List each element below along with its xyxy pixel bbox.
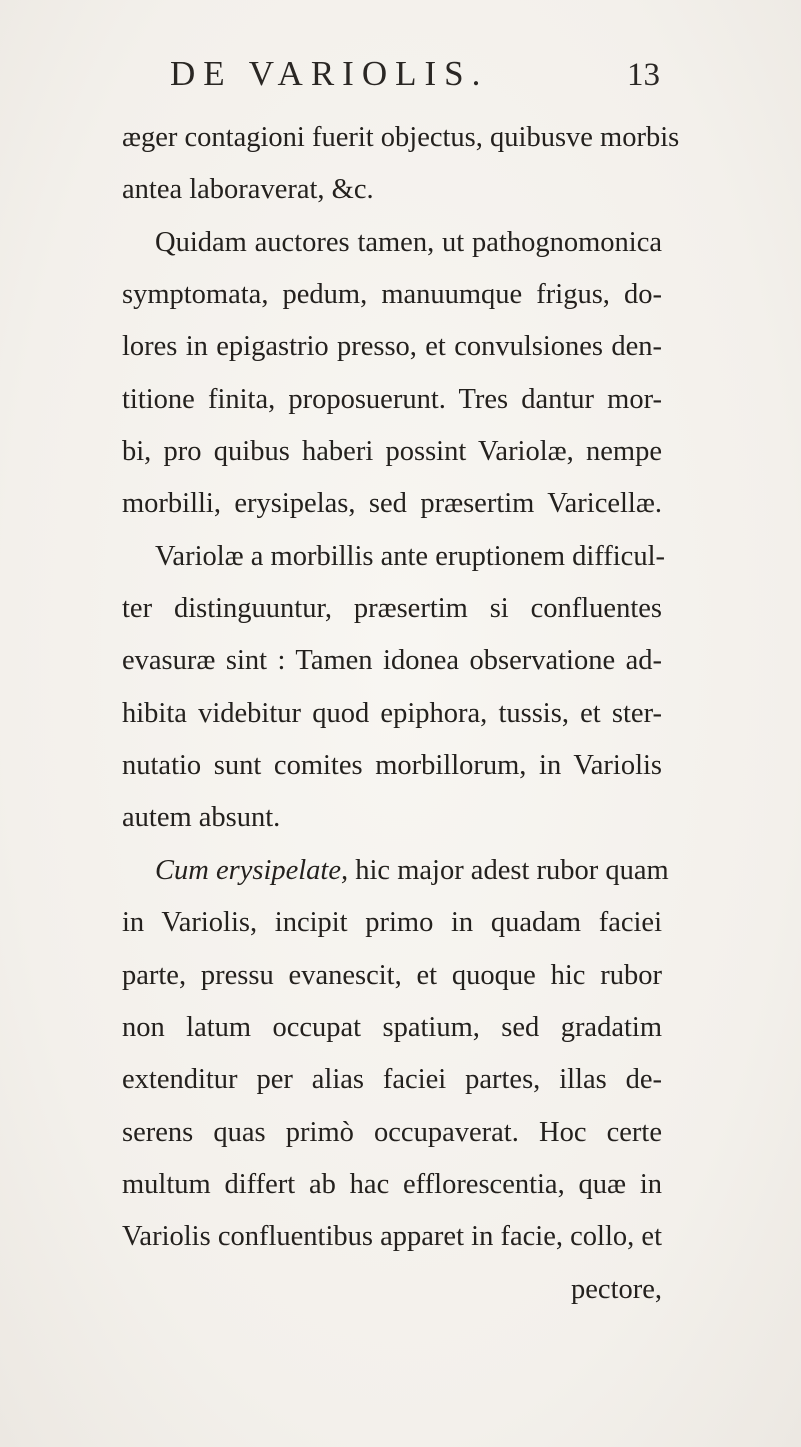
text-line: hibita videbitur quod epiphora, tussis, et ster-: [122, 697, 662, 729]
text-line: extenditur per alias faciei partes, illas de-: [122, 1064, 662, 1096]
page-number: 13: [627, 57, 660, 93]
text-line: parte, pressu evanescit, et quoque hic rubor: [122, 959, 662, 991]
text-line: æger contagioni fuerit objectus, quibusve morbis: [122, 122, 680, 153]
text-line: antea laboraverat, &c.: [122, 174, 374, 206]
text-line-rest: hic major adest rubor quam: [348, 854, 669, 886]
running-head: [170, 54, 660, 98]
running-title: DE VARIOLIS.: [170, 54, 489, 93]
text-line: multum differt ab hac efflorescentia, quæ in: [122, 1168, 662, 1200]
text-line: bi, pro quibus haberi possint Variolæ, nempe: [122, 436, 662, 468]
text-line: [122, 845, 669, 897]
text-line: symptomata, pedum, manuumque frigus, do-: [122, 279, 662, 311]
text-line: in Variolis, incipit primo in quadam faciei: [122, 907, 662, 939]
text-line: serens quas primò occupaverat. Hoc certe: [122, 1116, 662, 1148]
body-text: [122, 112, 680, 1316]
text-line: non latum occupat spatium, sed gradatim: [122, 1011, 662, 1043]
text-line: titione finita, proposuerunt. Tres dantur mor-: [122, 383, 662, 415]
text-line: evasuræ sint : Tamen idonea observatione ad-: [122, 645, 662, 677]
italic-phrase: Cum erysipelate,: [155, 854, 349, 886]
text-line: Quidam auctores tamen, ut pathognomonica: [155, 226, 662, 258]
text-line: lores in epigastrio presso, et convulsiones den-: [122, 331, 662, 363]
text-line: autem absunt.: [122, 802, 281, 834]
catchword: pectore,: [571, 1273, 662, 1305]
text-line: nutatio sunt comites morbillorum, in Variolis: [122, 750, 662, 782]
text-line: Variolis confluentibus apparet in facie, collo, et: [122, 1221, 662, 1253]
text-line: ter distinguuntur, præsertim si confluentes: [122, 593, 662, 625]
text-line: morbilli, erysipelas, sed præsertim Varicellæ.: [122, 488, 662, 520]
text-line: Variolæ a morbillis ante eruptionem difficul-: [155, 540, 665, 572]
